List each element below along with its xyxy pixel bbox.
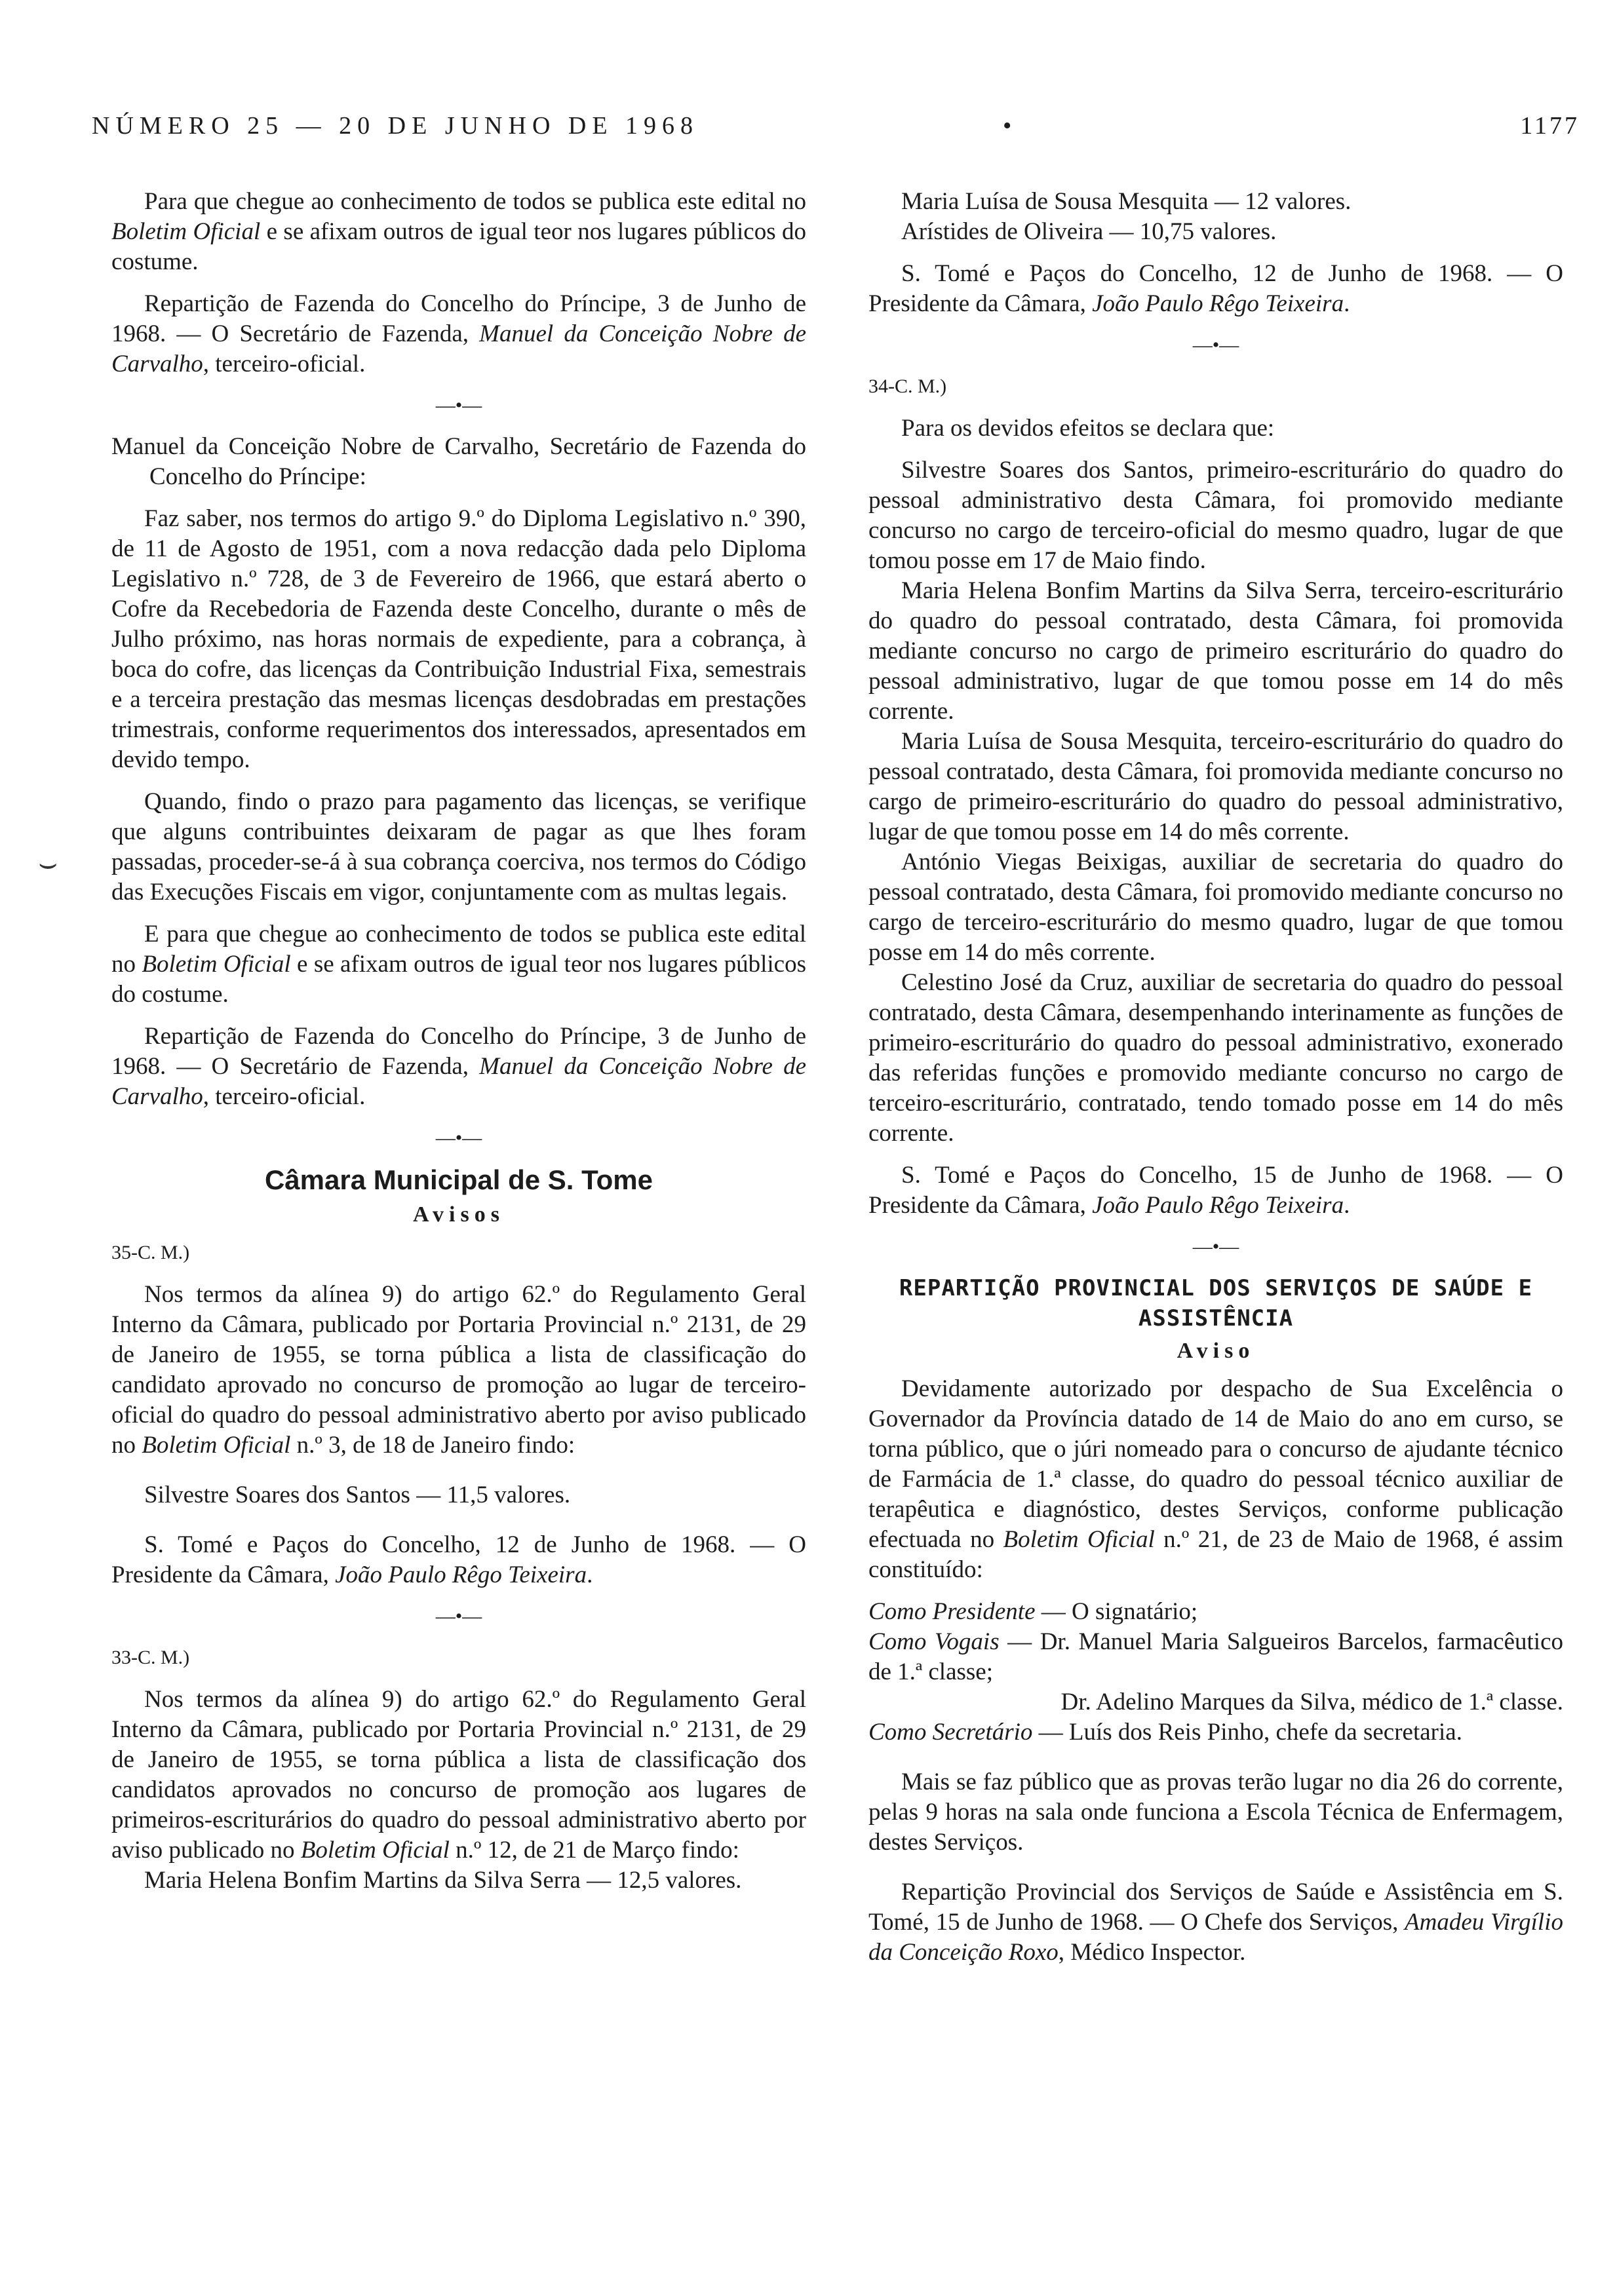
declaration-signature: S. Tomé e Paços do Concelho, 15 de Junho de 1968. — O Presidente da Câmara, João Paulo Rêgo Teixeira. (868, 1162, 1563, 1219)
section-subtitle-aviso: Aviso (1177, 1339, 1255, 1363)
aviso-signature: Repartição Provincial dos Serviços de Saúde e Assistência em S. Tomé, 15 de Junho de 1968. — O Chefe dos Serviços, Amadeu Virgílio da Conceição Roxo, Médico Inspector. (868, 1879, 1563, 1966)
declaration-item: Celestino José da Cruz, auxiliar de secretaria do quadro do pessoal contratado, desta Câmara, desempenhando interinamente as funções de primeiro-escriturário do quadro do pessoal administrativo, exonerado das referidas funções e promovido mediante concurso no cargo de terceiro-escriturário, contratado, tendo tomado posse em 14 do mês corrente. (868, 969, 1563, 1147)
jury-vogal: Como Vogais — Dr. Manuel Maria Salgueiros Barcelos, farmacêutico de 1.ª classe; (868, 1628, 1563, 1685)
edital-body: Faz saber, nos termos do artigo 9.º do Diploma Legislativo n.º 390, de 11 de Agosto de 1951, com a nova redacção dada pelo Diploma Legislativo n.º 728, de 3 de Fevereiro de 1966, que estará aberto o Cofre da Recebedoria de Fazenda deste Concelho, durante o mês de Julho próximo, nas horas normais de expediente, para a cobrança, à boca do cofre, das licenças da Contribuição Industrial Fixa, semestrais e a terceira prestação das mesmas licenças desdobradas em prestações trimestrais, conforme requerimentos dos interessados, apresentados em devido tempo. (111, 505, 806, 773)
edital-closing-1: Para que chegue ao conhecimento de todos se publica este edital no Boletim Oficial e se afixam outros de igual teor nos lugares públicos do costume. (111, 188, 806, 275)
aviso-ref: 33-C. M.) (111, 1647, 190, 1668)
separator: —•— (1192, 1236, 1239, 1257)
edital-signature-1: Repartição de Fazenda do Concelho do Príncipe, 3 de Junho de 1968. — O Secretário de Fazenda, Manuel da Conceição Nobre de Carvalho, terceiro-oficial. (111, 290, 806, 377)
aviso-signature: S. Tomé e Paços do Concelho, 12 de Junho de 1968. — O Presidente da Câmara, João Paulo Rêgo Teixeira. (111, 1531, 806, 1588)
aviso-ref: 34-C. M.) (868, 375, 947, 397)
edital-closing-2: E para que chegue ao conhecimento de todos se publica este edital no Boletim Oficial e se afixam outros de igual teor nos lugares públicos do costume. (111, 921, 806, 1008)
separator: —•— (435, 394, 482, 416)
separator: —•— (435, 1127, 482, 1149)
edital-signature-2: Repartição de Fazenda do Concelho do Príncipe, 3 de Junho de 1968. — O Secretário de Fazenda, Manuel da Conceição Nobre de Carvalho, terceiro-oficial. (111, 1023, 806, 1110)
jury-president: Como Presidente — O signatário; (868, 1598, 1198, 1625)
jury-secretary: Como Secretário — Luís dos Reis Pinho, chefe da secretaria. (868, 1719, 1462, 1746)
right-column (868, 187, 1563, 1968)
aviso-body: Nos termos da alínea 9) do artigo 62.º do Regulamento Geral Interno da Câmara, publicado por Portaria Provincial n.º 2131, de 29 de Janeiro de 1955, se torna pública a lista de classificação do candidato aprovado no concurso de promoção ao lugar de terceiro-oficial do quadro do pessoal administrativo aberto por aviso publicado no Boletim Oficial n.º 3, de 18 de Janeiro findo: (111, 1281, 806, 1459)
section-subtitle-avisos: Avisos (413, 1202, 505, 1227)
aviso-body-2: Mais se faz público que as provas terão lugar no dia 26 do corrente, pelas 9 horas na sala onde funciona a Escola Técnica de Enfermagem, destes Serviços. (868, 1769, 1563, 1856)
page-header (92, 111, 1580, 157)
header-dot: • (1003, 112, 1012, 140)
separator: —•— (435, 1605, 482, 1627)
edital-heading: Manuel da Conceição Nobre de Carvalho, Secretário de Fazenda do Concelho do Príncipe: (111, 433, 806, 490)
declaration-intro: Para os devidos efeitos se declara que: (901, 415, 1275, 442)
margin-mark: ⌣ (38, 845, 58, 881)
aviso-body: Devidamente autorizado por despacho de Sua Excelência o Governador da Província datado de 14 de Maio do ano em curso, se torna público, que o júri nomeado para o concurso de ajudante técnico de Farmácia de 1.ª classe, do quadro do pessoal técnico auxiliar de terapêutica e diagnóstico, destes Serviços, conforme publicação efectuada no Boletim Oficial n.º 21, de 23 de Maio de 1968, é assim constituído: (868, 1375, 1564, 1583)
left-column (111, 187, 806, 1896)
classification-item: Arístides de Oliveira — 10,75 valores. (901, 218, 1277, 245)
declaration-item: Silvestre Soares dos Santos, primeiro-escriturário do quadro do pessoal administrativo desta Câmara, foi promovido mediante concurso no cargo de terceiro-oficial do mesmo quadro, lugar de que tomou posse em 17 de Maio findo. (868, 457, 1563, 574)
aviso-body: Nos termos da alínea 9) do artigo 62.º do Regulamento Geral Interno da Câmara, publicado por Portaria Provincial n.º 2131, de 29 de Janeiro de 1955, se torna pública a lista de classificação dos candidatos aprovados no concurso de promoção aos lugares de primeiros-escriturários do quadro do pessoal administrativo aberto por aviso publicado no Boletim Oficial n.º 12, de 21 de Março findo: (111, 1686, 806, 1864)
declaration-item: Maria Helena Bonfim Martins da Silva Serra, terceiro-escriturário do quadro do pessoal contratado, desta Câmara, foi promovida mediante concurso no cargo de primeiro escriturário do quadro do pessoal administrativo, lugar de que tomou posse em 14 do mês corrente. (868, 577, 1563, 725)
classification-item: Maria Luísa de Sousa Mesquita — 12 valores. (901, 188, 1352, 215)
issue-date: NÚMERO 25 — 20 DE JUNHO DE 1968 (92, 112, 699, 140)
classification-item: Maria Helena Bonfim Martins da Silva Serra — 12,5 valores. (144, 1867, 742, 1894)
page-number: 1177 (1520, 112, 1580, 140)
declaration-item: António Viegas Beixigas, auxiliar de secretaria do quadro do pessoal contratado, desta Câmara, foi promovido mediante concurso no cargo de terceiro-escriturário do mesmo quadro, lugar de que tomou posse em 14 do mês corrente. (868, 849, 1563, 966)
aviso-signature: S. Tomé e Paços do Concelho, 12 de Junho de 1968. — O Presidente da Câmara, João Paulo Rêgo Teixeira. (868, 260, 1563, 317)
section-title-camara: Câmara Municipal de S. Tome (264, 1164, 653, 1195)
classification-item: Silvestre Soares dos Santos — 11,5 valores. (144, 1482, 571, 1508)
declaration-item: Maria Luísa de Sousa Mesquita, terceiro-escriturário do quadro do pessoal contratado, desta Câmara, foi promovida mediante concurso no cargo de primeiro-escriturário do quadro do pessoal administrativo, lugar de que tomou posse em 14 do mês corrente. (868, 728, 1563, 845)
edital-body-2: Quando, findo o prazo para pagamento das licenças, se verifique que alguns contribuintes deixaram de pagar as que lhes foram passadas, proceder-se-á à sua cobrança coerciva, nos termos do Código das Execuções Fiscais em vigor, conjuntamente com as multas legais. (111, 788, 806, 906)
jury-vogal-2: Dr. Adelino Marques da Silva, médico de 1.ª classe. (1060, 1689, 1563, 1715)
section-title-saude: REPARTIÇÃO PROVINCIAL DOS SERVIÇOS DE SAÚDE E ASSISTÊNCIA (899, 1275, 1533, 1331)
separator: —•— (1192, 334, 1239, 356)
aviso-ref: 35-C. M.) (111, 1242, 190, 1263)
